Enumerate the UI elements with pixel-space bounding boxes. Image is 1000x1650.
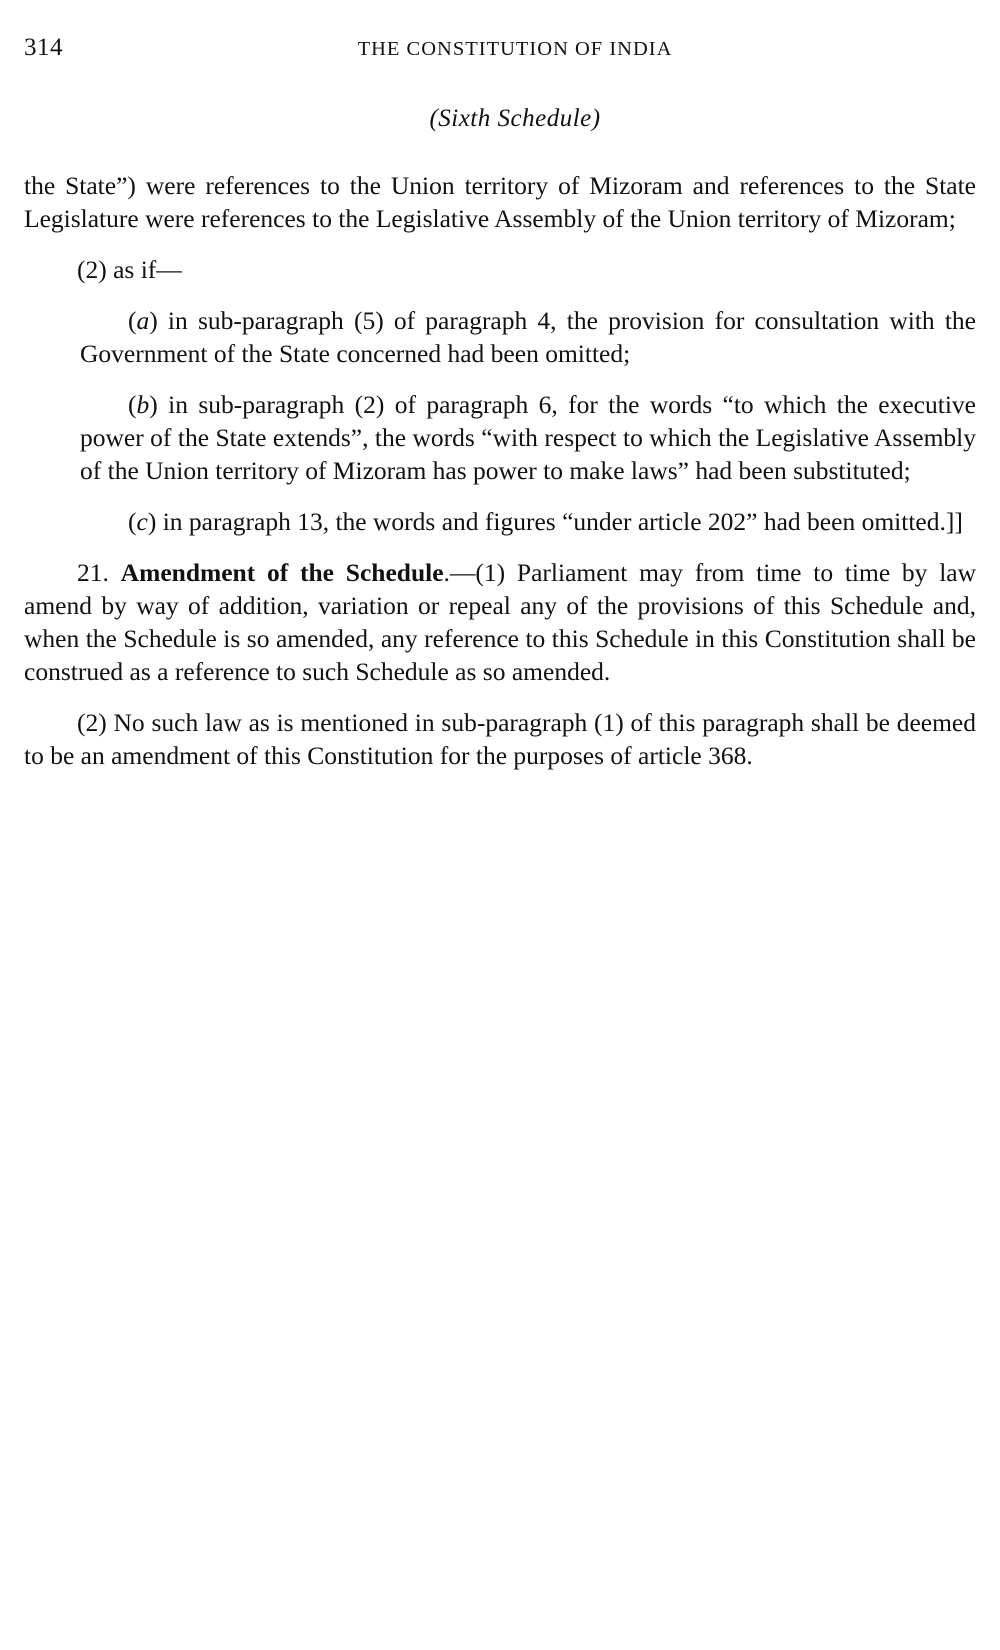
clause-b: (b) in sub-paragraph (2) of paragraph 6, for the words “to which the executive power of the State extends”, the words “with respect to which the Legislative Assembly of the Union territory of Mizoram has power to make laws” had been substituted; [80, 390, 976, 485]
paragraph-21-heading: Amendment of the Schedule [120, 558, 444, 587]
paragraph-21-sub-2: (2) No such law as is mentioned in sub-paragraph (1) of this paragraph shall be deemed to be an amendment of this Constitution for the purposes of article 368. [24, 708, 976, 770]
clause-c: (c) in paragraph 13, the words and figures “under article 202” had been omitted.]] [128, 507, 963, 536]
clause-c-text: in paragraph 13, the words and figures “under article 202” had been omitted.]] [156, 507, 963, 536]
schedule-heading: (Sixth Schedule) [429, 105, 601, 132]
document-page [24, 0, 976, 772]
clause-2: (2) as if— [77, 255, 182, 284]
paragraph-21-number: 21. [77, 558, 121, 587]
book-title: THE CONSTITUTION OF INDIA [357, 38, 673, 60]
clause-b-text: in sub-paragraph (2) of paragraph 6, for the words “to which the executive power of the State extends”, the words “with respect to which the Legislative Assembly of the Union territory of Mizoram has power to make laws” had been substituted; [80, 390, 976, 485]
page-number: 314 [24, 34, 63, 61]
clause-c-label: c [136, 507, 148, 536]
clause-a-text: in sub-paragraph (5) of paragraph 4, the provision for consultation with the Government of the State concerned had been omitted; [80, 306, 976, 368]
clause-b-label: b [136, 390, 150, 419]
paragraph-21-text: .—(1) Parliament may from time to time by law amend by way of addition, variation or repeal any of the provisions of this Schedule and, when the Schedule is so amended, any reference to this Schedule in this Constitution shall be construed as a reference to such Schedule as so amended. [24, 558, 977, 686]
clause-a-label: a [136, 306, 150, 335]
clause-a: (a) in sub-paragraph (5) of paragraph 4, the provision for consultation with the Government of the State concerned had been omitted; [80, 306, 976, 368]
running-header [24, 0, 976, 60]
continuation-paragraph: the State”) were references to the Union territory of Mizoram and references to the State Legislature were references to the Legislative Assembly of the Union territory of Mizoram; [24, 171, 976, 233]
paragraph-21 [24, 556, 976, 688]
